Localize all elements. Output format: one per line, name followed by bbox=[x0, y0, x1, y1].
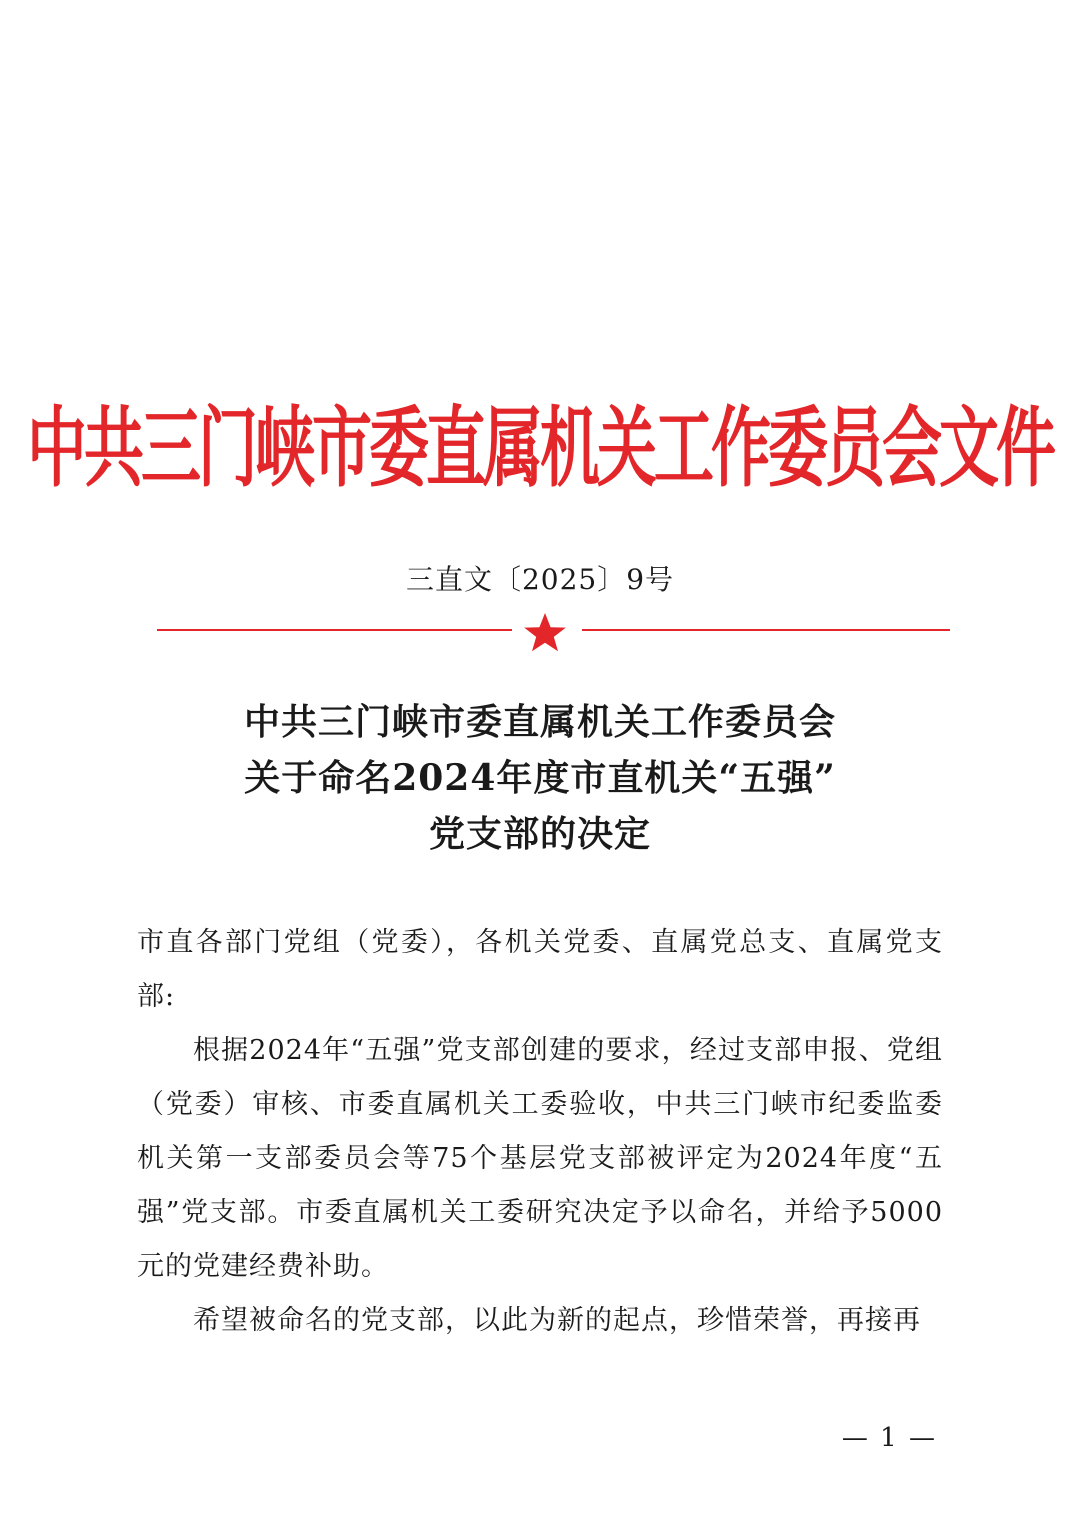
divider-line-left bbox=[157, 629, 512, 631]
document-number: 三直文〔2025〕9号 bbox=[405, 563, 675, 596]
page-number: — 1 — bbox=[841, 1423, 937, 1453]
paragraph-2: 希望被命名的党支部，以此为新的起点，珍惜荣誉，再接再 bbox=[193, 1305, 921, 1336]
salutation: 市直各部门党组（党委），各机关党委、直属党总支、直属党支部: bbox=[137, 927, 943, 1012]
issuer-banner: 中共三门峡市委直属机关工作委员会文件 bbox=[27, 398, 1053, 500]
star-icon bbox=[522, 612, 568, 652]
document-body bbox=[137, 916, 943, 1348]
red-divider bbox=[157, 612, 950, 652]
title-line-2: 关于命名2024年度市直机关“五强” bbox=[244, 757, 836, 799]
title-line-3: 党支部的决定 bbox=[428, 813, 651, 855]
document-title bbox=[0, 694, 1080, 862]
divider-line-right bbox=[582, 629, 950, 631]
title-line-1: 中共三门峡市委直属机关工作委员会 bbox=[243, 701, 836, 743]
paragraph-1: 根据2024年“五强”党支部创建的要求，经过支部申报、党组（党委）审核、市委直属机关工委验收，中共三门峡市纪委监委机关第一支部委员会等75个基层党支部被评定为2024年度“五强”党支部。市委直属机关工委研究决定予以命名，并给予5000元的党建经费补助。 bbox=[137, 1035, 943, 1282]
